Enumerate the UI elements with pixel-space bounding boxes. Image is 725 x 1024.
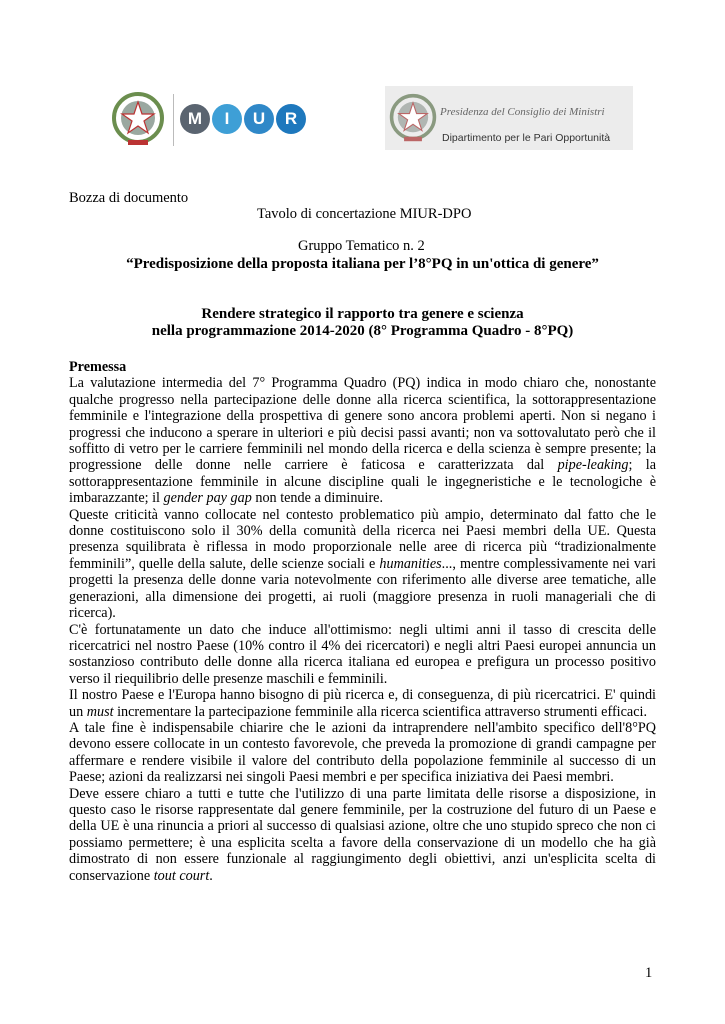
p1-text-c: ; la sottorappresentazione femminile in alcune discipline quali le ingegneristiche e le tecnologiche è imbarazzante; il	[69, 457, 656, 507]
p1-text-a: La valutazione intermedia del 7° Programma Quadro (PQ) indica in modo chiaro che, nonostante qualche progresso nella partecipazione delle donne alla ricerca scientifica, la sottorappresentazione femminile e l'integrazione della prospettiva di genere sono ancora problemi aperti. Non si negano i progressi che inducono a sperare in ulteriori e più decisi passi avanti; non va sottovalutato però che il soffitto di vetro per le carriere femminili nel mondo della ricerca e della scienza è sempre presente; la progressione delle donne nelle carriere è faticosa e caratterizzata dal	[69, 375, 656, 474]
paragraph-5: A tale fine è indispensabile chiarire che le azioni da intraprendere nell'ambito specifico dell'8°PQ devono essere collocate in un contesto favorevole, che preveda la promozione di grandi campagne per affermare e rendere visibile il valore del contributo della popolazione femminile al successo di un Paese; azioni da realizzarsi nei singoli Paesi membri e per specifica iniziativa dei Paesi membri.	[69, 719, 656, 786]
miur-letter-r: R	[276, 104, 306, 134]
p1-text-e: non tende a diminuire.	[251, 490, 384, 507]
p6-italic-tout-court: tout court	[153, 867, 210, 884]
p4-text-a: Il nostro Paese e l'Europa hanno bisogno di più ricerca e, di conseguenza, di più ricercatrici. E' quindi un	[69, 687, 656, 720]
p2-text-c: ..., mentre complessivamente nei vari progetti la presenza delle donne varia notevolmente con riferimento alle diverse aree tematiche, alle generazioni, alla dimensione dei progetti, ai ruoli (maggiore presenza in ruoli manageriali che di ricerca).	[69, 555, 656, 622]
p6-text-a: Deve essere chiaro a tutti e tutte che l'utilizzo di una parte limitata delle risorse a disposizione, in questo caso le risorse rappresentate dal genere femminile, per la costruzione del futuro di un Paese e della UE è una rinuncia a priori al successo di qualsiasi azione, oltre che uno stupido spreco che non ci possiamo permettere; è una esplicita scelta a favore della conservazione di un modello che ha già dimostrato di non essere funzionale al raggiungimento degli obiettivi, anzi un'esplicita scelta di conservazione	[69, 785, 656, 884]
draft-label: Bozza di documento	[69, 190, 189, 206]
p4-text-c: incrementare la partecipazione femminile alla ricerca scientifica attraverso strumenti efficaci.	[113, 703, 647, 720]
italian-emblem-icon	[388, 90, 438, 146]
miur-letter-i: I	[212, 104, 242, 134]
main-title-line-2: nella programmazione 2014-2020 (8° Programma Quadro - 8°PQ)	[151, 323, 574, 339]
p1-italic-gender-pay-gap: gender pay gap	[163, 490, 252, 507]
p2-italic-humanities: humanities	[379, 555, 442, 572]
p4-italic-must: must	[86, 703, 114, 720]
dipartimento-text: Dipartimento per le Pari Opportunità	[442, 132, 611, 144]
section-title: Premessa	[69, 359, 127, 375]
paragraph-4	[69, 687, 656, 720]
p6-text-c: .	[209, 867, 213, 884]
group-label: Gruppo Tematico n. 2	[298, 238, 425, 254]
miur-wordmark	[180, 104, 306, 134]
p1-italic-pipe-leaking: pipe-leaking	[557, 457, 629, 474]
main-title-line-1: Rendere strategico il rapporto tra genere e scienza	[201, 306, 524, 322]
paragraph-1	[69, 375, 656, 506]
page-number: 1	[645, 965, 653, 981]
document-body	[69, 359, 656, 884]
paragraph-3: C'è fortunatamente un dato che induce all'ottimismo: negli ultimi anni il tasso di crescita delle ricercatrici nel nostro Paese (10% contro il 4% dei ricercatori) e negli altri Paesi europei annuncia un sostanzioso contributo delle donne alla ricerca italiana ed europea e prefigura un processo positivo verso il riequilibrio delle presenze maschili e femminili.	[69, 621, 656, 687]
italian-emblem-icon	[110, 88, 166, 150]
presidenza-text: Presidenza del Consiglio dei Ministri	[440, 106, 605, 118]
logo-divider	[173, 94, 174, 146]
miur-letter-m: M	[180, 104, 210, 134]
miur-letter-u: U	[244, 104, 274, 134]
table-label: Tavolo di concertazione MIUR-DPO	[257, 206, 472, 222]
paragraph-2	[69, 507, 656, 622]
p2-text-a: Queste criticità vanno collocate nel contesto problematico più ampio, determinato dal fatto che le donne costituiscono solo il 30% della comunità della ricerca nei Paesi membri della UE. Questa presenza squilibrata è riflessa in modo proporzionale nelle aree di ricerca più “tradizionalmente femminili”, quelle della salute, delle scienze sociali e	[69, 506, 656, 572]
paragraph-6	[69, 786, 656, 884]
group-title: “Predisposizione della proposta italiana per l’8°PQ in un'ottica di genere”	[126, 256, 599, 272]
